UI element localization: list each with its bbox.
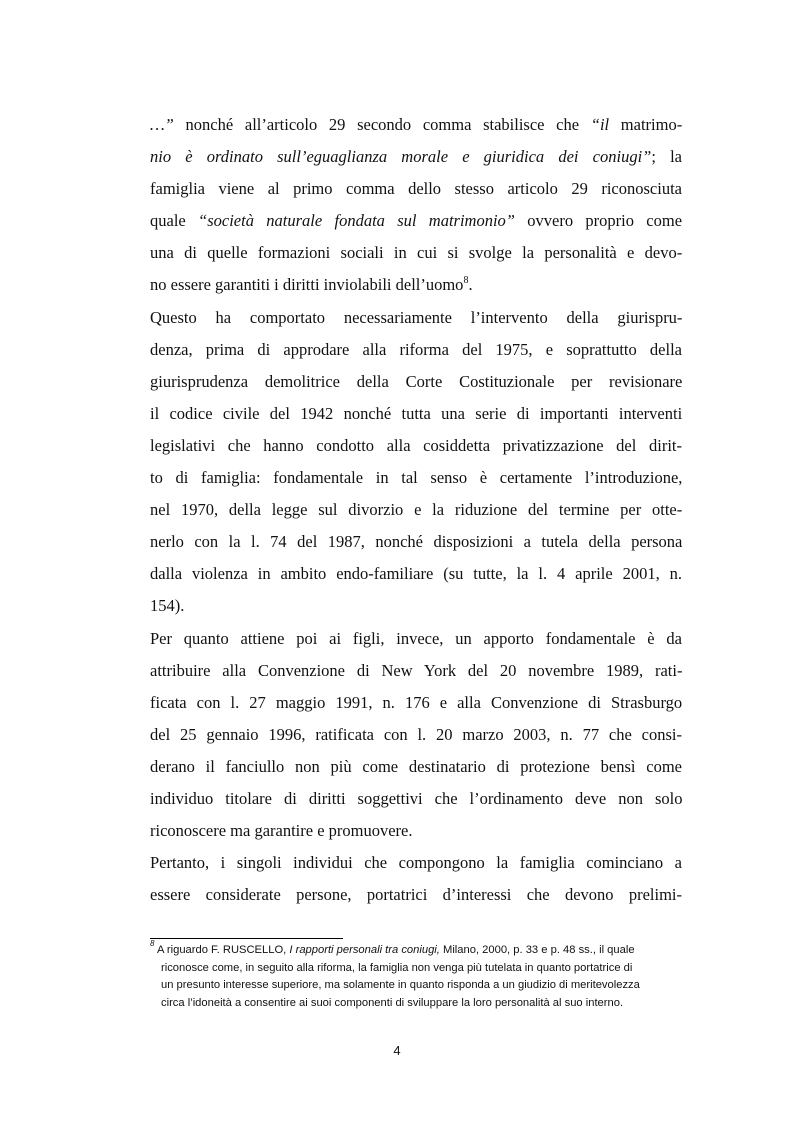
text-line: to di famiglia: fondamentale in tal senso è certamente l’introduzione, — [150, 468, 683, 488]
body-text — [150, 109, 682, 911]
text-line: 154). — [150, 596, 185, 616]
text-line: essere considerate persone, portatrici d’interessi che devono prelimi- — [150, 885, 682, 905]
footnote-line: un presunto interesse superiore, ma solamente in quanto risponda a un giudizio di meritevolezza — [161, 979, 640, 991]
footnote-line: circa l’idoneità a consentire ai suoi componenti di sviluppare la loro personalità al suo interno. — [161, 996, 624, 1009]
text-line: individuo titolare di diritti soggettivi che l’ordinamento deve non solo — [150, 788, 683, 808]
text-line: del 25 gennaio 1996, ratificata con l. 20 marzo 2003, n. 77 che consi- — [150, 724, 682, 744]
footnote-reference[interactable]: 8 — [463, 274, 469, 286]
text-line: dalla violenza in ambito endo-familiare (su tutte, la l. 4 aprile 2001, n. — [150, 564, 682, 584]
text-line: derano il fanciullo non più come destinatario di protezione bensì come — [150, 756, 682, 776]
text-line: Per quanto attiene poi ai figli, invece, un apporto fondamentale è da — [150, 628, 682, 648]
text-line — [150, 205, 682, 237]
footnote-line: riconosce come, in seguito alla riforma, la famiglia non venga più tutelata in quanto portatrice di — [161, 961, 633, 974]
text-line: nel 1970, della legge sul divorzio e la riduzione del termine per otte- — [150, 500, 683, 520]
page-number: 4 — [393, 1043, 401, 1058]
text-fragment: nonché all’articolo 29 secondo comma stabilisce che — [173, 115, 591, 134]
footnote-marker: 8 — [150, 939, 155, 949]
text-fragment: I rapporti personali tra coniugi, — [289, 944, 440, 956]
text-fragment: nio è ordinato sull’eguaglianza morale e giuridica dei coniugi” — [150, 147, 652, 167]
text-fragment: A riguardo F. RUSCELLO, — [154, 944, 290, 956]
text-fragment: …” — [150, 115, 174, 134]
paragraph — [150, 623, 682, 848]
text-fragment: Milano, 2000, p. 33 e p. 48 ss., il quale — [439, 944, 635, 956]
text-line: riconoscere ma garantire e promuovere. — [150, 821, 413, 841]
text-fragment: quale — [150, 211, 199, 231]
text-line: ficata con l. 27 maggio 1991, n. 176 e alla Convenzione di Strasburgo — [150, 692, 683, 712]
text-line: Pertanto, i singoli individui che compongono la famiglia cominciano a — [150, 853, 682, 873]
text-line: nerlo con la l. 74 del 1987, nonché disposizioni a tutela della persona — [150, 532, 683, 552]
text-line: Questo ha comportato necessariamente l’intervento della giurispru- — [150, 307, 683, 327]
text-fragment: “il — [590, 115, 610, 134]
text-line: attribuire alla Convenzione di New York del 20 novembre 1989, rati- — [150, 660, 683, 680]
text-line — [150, 109, 682, 141]
text-line: denza, prima di approdare alla riforma del 1975, e soprattutto della — [150, 339, 682, 359]
footnote-line — [150, 939, 682, 960]
text-fragment: ; la — [651, 147, 682, 167]
text-line — [150, 141, 682, 173]
footnote-separator — [150, 938, 343, 939]
text-line — [150, 269, 682, 301]
paragraph — [150, 302, 682, 623]
text-line: legislativi che hanno condotto alla cosiddetta privatizzazione del dirit- — [150, 435, 682, 455]
text-fragment: . — [468, 275, 473, 295]
text-fragment: no essere garantiti i diritti inviolabili dell’uomo — [150, 275, 464, 295]
text-line: giurisprudenza demolitrice della Corte Costituzionale per revisionare — [150, 371, 683, 391]
paragraph — [150, 847, 682, 911]
text-fragment: matrimo- — [609, 115, 683, 134]
footnote — [150, 939, 682, 1012]
paragraph — [150, 109, 682, 302]
text-line: il codice civile del 1942 nonché tutta una serie di importanti interventi — [150, 403, 683, 423]
text-line: una di quelle formazioni sociali in cui si svolge la personalità e devo- — [150, 243, 683, 263]
text-line: famiglia viene al primo comma dello stesso articolo 29 riconosciuta — [150, 179, 682, 199]
text-fragment: ovvero proprio come — [514, 211, 683, 231]
text-fragment: “società naturale fondata sul matrimonio” — [198, 211, 515, 231]
